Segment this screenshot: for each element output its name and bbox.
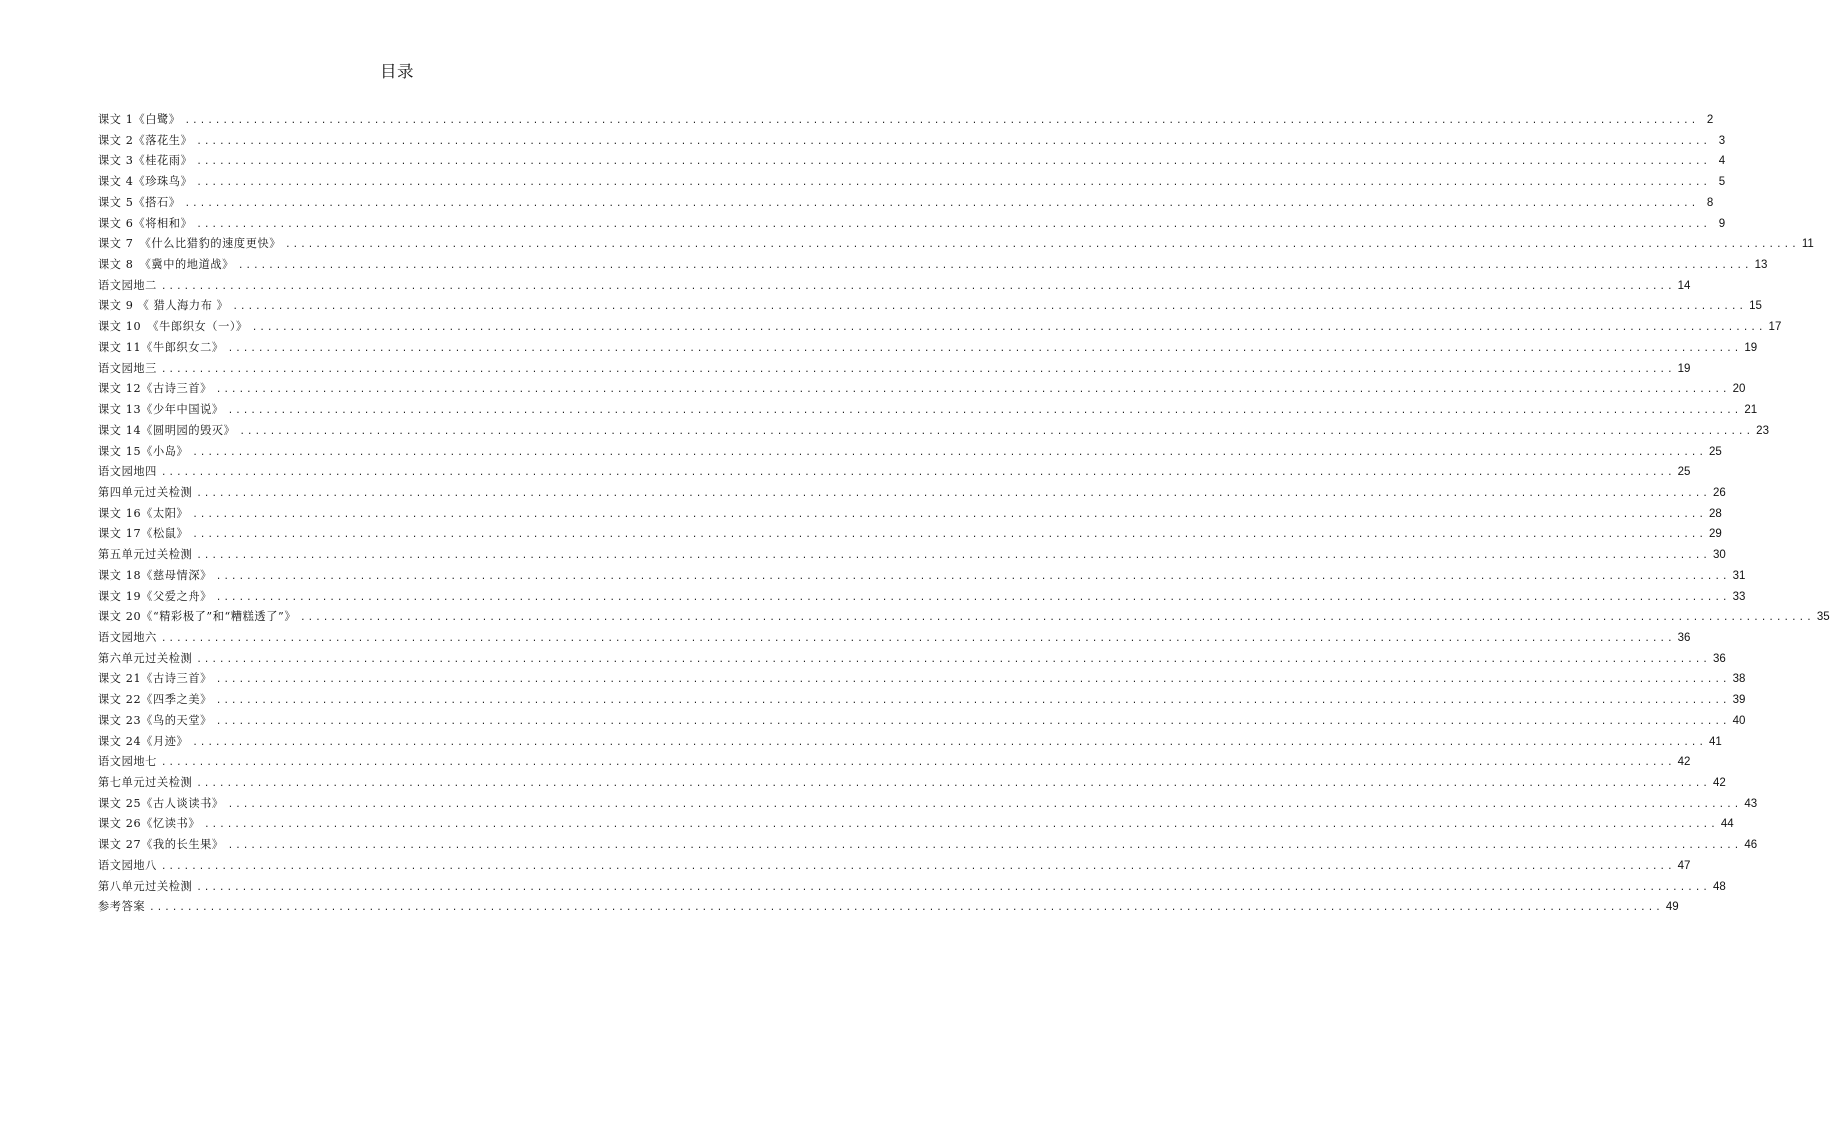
dot-leader: ........................................................................................................................................................................................................ xyxy=(215,385,1730,396)
toc-entry-page-number: 21 xyxy=(1744,404,1758,417)
dot-leader: ........................................................................................................................................................................................................ xyxy=(160,633,1675,644)
toc-entry[interactable] xyxy=(98,607,1830,628)
toc-entry-label: 课文 18《慈母情深》 xyxy=(98,568,212,582)
toc-entry-page-number: 36 xyxy=(1677,631,1691,644)
toc-entry[interactable] xyxy=(98,587,1746,608)
toc-entry-label: 参考答案 xyxy=(98,900,146,914)
toc-entry-page-number: 4 xyxy=(1718,155,1726,168)
toc-entry-page-number: 23 xyxy=(1756,424,1769,437)
dot-leader: ........................................................................................................................................................................................................ xyxy=(251,323,1766,334)
toc-entry-label: 语文园地四 xyxy=(98,465,157,479)
dot-leader: ........................................................................................................................................................................................................ xyxy=(239,426,1754,437)
dot-leader: ........................................................................................................................................................................................................ xyxy=(215,571,1730,582)
dot-leader: ........................................................................................................................................................................................................ xyxy=(160,281,1675,292)
toc-entry-page-number: 13 xyxy=(1754,259,1768,272)
toc-entry-label: 课文 15《小岛》 xyxy=(98,444,189,458)
toc-entry[interactable] xyxy=(98,856,1691,877)
dot-leader: ........................................................................................................................................................................................................ xyxy=(237,261,1752,272)
table-of-contents xyxy=(98,110,1830,918)
dot-leader: ........................................................................................................................................................................................................ xyxy=(215,696,1730,707)
toc-entry-page-number: 8 xyxy=(1706,196,1714,209)
dot-leader: ........................................................................................................................................................................................................ xyxy=(227,841,1742,852)
dot-leader: ........................................................................................................................................................................................................ xyxy=(160,468,1675,479)
toc-entry-label: 语文园地八 xyxy=(98,858,157,872)
toc-entry-label: 课文 26《忆读书》 xyxy=(98,817,201,831)
toc-entry-page-number: 20 xyxy=(1732,383,1746,396)
dot-leader: ........................................................................................................................................................................................................ xyxy=(215,716,1730,727)
toc-entry-page-number: 29 xyxy=(1709,528,1722,541)
toc-entry[interactable] xyxy=(98,524,1722,545)
toc-entry-page-number: 25 xyxy=(1677,466,1691,479)
toc-entry[interactable] xyxy=(98,649,1726,670)
toc-entry[interactable] xyxy=(98,835,1758,856)
toc-entry[interactable] xyxy=(98,214,1726,235)
toc-entry-page-number: 15 xyxy=(1749,300,1762,313)
toc-entry-label: 课文 6《将相和》 xyxy=(98,216,193,230)
toc-entry[interactable] xyxy=(98,566,1746,587)
toc-entry-label: 课文 14《圆明园的毁灭》 xyxy=(98,423,236,437)
toc-entry[interactable] xyxy=(98,690,1746,711)
toc-entry-label: 课文 12《古诗三首》 xyxy=(98,382,212,396)
toc-entry[interactable] xyxy=(98,752,1691,773)
toc-entry-label: 课文 16《太阳》 xyxy=(98,506,189,520)
toc-entry-page-number: 49 xyxy=(1665,901,1679,914)
toc-entry[interactable] xyxy=(98,359,1691,380)
toc-entry[interactable] xyxy=(98,628,1691,649)
toc-entry-page-number: 44 xyxy=(1720,818,1734,831)
toc-entry-page-number: 43 xyxy=(1744,797,1758,810)
toc-entry-label: 课文 22《四季之美》 xyxy=(98,693,212,707)
toc-entry-label: 课文 24《月迹》 xyxy=(98,734,189,748)
toc-entry-label: 课文 25《古人谈读书》 xyxy=(98,796,224,810)
toc-entry-page-number: 2 xyxy=(1706,114,1714,126)
toc-entry-page-number: 31 xyxy=(1732,569,1746,582)
page-title: 目录 xyxy=(380,62,414,81)
toc-entry[interactable] xyxy=(98,151,1726,172)
dot-leader: ........................................................................................................................................................................................................ xyxy=(192,530,1707,541)
toc-entry-label: 课文 1《白鹭》 xyxy=(98,113,181,126)
toc-entry-label: 第五单元过关检测 xyxy=(98,548,193,562)
toc-entry-page-number: 30 xyxy=(1713,549,1726,562)
toc-entry-label: 语文园地二 xyxy=(98,278,157,292)
toc-entry-label: 课文 19《父爱之舟》 xyxy=(98,589,212,603)
toc-entry-page-number: 19 xyxy=(1677,362,1691,375)
toc-entry[interactable] xyxy=(98,877,1726,898)
toc-entry-label: 课文 2《落花生》 xyxy=(98,133,193,147)
toc-entry-page-number: 9 xyxy=(1718,217,1726,230)
toc-entry[interactable] xyxy=(98,255,1768,276)
toc-entry[interactable] xyxy=(98,442,1722,463)
toc-entry[interactable] xyxy=(98,193,1714,214)
toc-entry-page-number: 42 xyxy=(1713,777,1726,789)
toc-entry-label: 课文 17《松鼠》 xyxy=(98,527,189,541)
toc-entry[interactable] xyxy=(98,711,1746,732)
toc-entry[interactable] xyxy=(98,483,1726,504)
dot-leader: ........................................................................................................................................................................................................ xyxy=(215,592,1730,603)
toc-entry[interactable] xyxy=(98,317,1782,338)
toc-entry-page-number: 46 xyxy=(1744,839,1758,852)
toc-entry[interactable] xyxy=(98,131,1726,152)
dot-leader: ........................................................................................................................................................................................................ xyxy=(196,219,1711,230)
toc-entry-page-number: 40 xyxy=(1732,714,1746,727)
toc-entry[interactable] xyxy=(98,421,1769,442)
toc-entry[interactable] xyxy=(98,545,1726,566)
toc-entry[interactable] xyxy=(98,276,1691,297)
toc-entry-page-number: 38 xyxy=(1732,673,1746,686)
toc-entry-page-number: 11 xyxy=(1801,238,1814,251)
toc-entry-label: 课文 5《搭石》 xyxy=(98,195,181,209)
toc-entry-label: 第七单元过关检测 xyxy=(98,776,193,789)
dot-leader: ........................................................................................................................................................................................................ xyxy=(215,675,1730,686)
toc-entry-page-number: 3 xyxy=(1718,134,1726,147)
dot-leader: ........................................................................................................................................................................................................ xyxy=(227,799,1742,810)
dot-leader: ........................................................................................................................................................................................................ xyxy=(192,447,1707,458)
dot-leader: ........................................................................................................................................................................................................ xyxy=(285,240,1799,251)
toc-entry-page-number: 26 xyxy=(1713,486,1726,499)
toc-entry[interactable] xyxy=(98,296,1762,317)
toc-entry[interactable] xyxy=(98,773,1726,794)
toc-entry-page-number: 25 xyxy=(1709,445,1722,458)
toc-entry[interactable] xyxy=(98,814,1734,835)
toc-entry-label: 课文 27《我的长生果》 xyxy=(98,838,224,852)
dot-leader: ........................................................................................................................................................................................................ xyxy=(196,779,1711,789)
dot-leader: ........................................................................................................................................................................................................ xyxy=(196,488,1711,499)
dot-leader: ........................................................................................................................................................................................................ xyxy=(160,758,1675,769)
toc-entry-label: 课文 20《“精彩极了”和“糟糕透了”》 xyxy=(98,610,297,624)
toc-entry-label: 课文 8 《冀中的地道战》 xyxy=(98,258,234,272)
toc-entry-label: 课文 3《桂花雨》 xyxy=(98,154,193,168)
toc-entry-label: 课文 13《少年中国说》 xyxy=(98,403,224,417)
toc-entry-page-number: 33 xyxy=(1732,590,1746,603)
toc-entry-page-number: 35 xyxy=(1816,611,1830,624)
toc-entry-page-number: 47 xyxy=(1677,859,1691,872)
toc-entry-label: 语文园地三 xyxy=(98,361,157,375)
toc-entry-label: 课文 9 《 猎人海力布 》 xyxy=(98,299,229,313)
dot-leader: ........................................................................................................................................................................................................ xyxy=(227,343,1742,354)
toc-entry[interactable] xyxy=(98,338,1758,359)
dot-leader: ........................................................................................................................................................................................................ xyxy=(196,178,1711,189)
toc-entry[interactable] xyxy=(98,794,1758,815)
dot-leader: ........................................................................................................................................................................................................ xyxy=(196,882,1711,893)
dot-leader: ........................................................................................................................................................................................................ xyxy=(227,406,1742,417)
toc-entry-page-number: 36 xyxy=(1713,652,1726,665)
toc-entry-page-number: 39 xyxy=(1732,694,1746,707)
toc-entry-label: 课文 4《珍珠鸟》 xyxy=(98,175,193,189)
toc-entry-page-number: 14 xyxy=(1677,279,1691,292)
toc-entry-label: 语文园地七 xyxy=(98,755,157,769)
toc-entry[interactable] xyxy=(98,462,1691,483)
dot-leader: ........................................................................................................................................................................................................ xyxy=(184,198,1699,209)
toc-entry-label: 语文园地六 xyxy=(98,630,157,644)
dot-leader: ........................................................................................................................................................................................................ xyxy=(300,613,1814,624)
dot-leader: ........................................................................................................................................................................................................ xyxy=(196,136,1711,147)
toc-entry[interactable] xyxy=(98,669,1746,690)
toc-entry-page-number: 28 xyxy=(1709,507,1722,520)
dot-leader: ........................................................................................................................................................................................................ xyxy=(184,116,1699,126)
toc-entry[interactable] xyxy=(98,897,1679,918)
toc-entry-label: 课文 10 《牛郎织女（一）》 xyxy=(98,320,248,334)
toc-entry[interactable] xyxy=(98,234,1814,255)
toc-entry[interactable] xyxy=(98,379,1746,400)
toc-entry-label: 第八单元过关检测 xyxy=(98,879,193,893)
toc-entry[interactable] xyxy=(98,172,1726,193)
toc-entry-page-number: 5 xyxy=(1718,176,1726,189)
toc-entry-label: 课文 7 《什么比猎豹的速度更快》 xyxy=(98,237,282,251)
dot-leader: ........................................................................................................................................................................................................ xyxy=(232,302,1747,313)
toc-entry-page-number: 17 xyxy=(1768,321,1782,334)
dot-leader: ........................................................................................................................................................................................................ xyxy=(192,509,1707,520)
dot-leader: ........................................................................................................................................................................................................ xyxy=(192,737,1707,748)
dot-leader: ........................................................................................................................................................................................................ xyxy=(196,654,1711,665)
toc-entry[interactable] xyxy=(98,732,1722,753)
toc-entry-page-number: 41 xyxy=(1709,735,1722,748)
toc-entry[interactable] xyxy=(98,504,1722,525)
toc-entry-label: 课文 23《鸟的天堂》 xyxy=(98,713,212,727)
toc-entry-label: 课文 21《古诗三首》 xyxy=(98,672,212,686)
dot-leader: ........................................................................................................................................................................................................ xyxy=(160,861,1675,872)
toc-entry-page-number: 48 xyxy=(1713,880,1726,893)
toc-entry[interactable] xyxy=(98,400,1758,421)
dot-leader: ........................................................................................................................................................................................................ xyxy=(196,551,1711,562)
toc-entry-page-number: 19 xyxy=(1744,341,1758,354)
toc-entry-page-number: 42 xyxy=(1677,756,1691,769)
toc-entry-label: 第六单元过关检测 xyxy=(98,651,193,665)
dot-leader: ........................................................................................................................................................................................................ xyxy=(196,157,1711,168)
dot-leader: ........................................................................................................................................................................................................ xyxy=(160,364,1675,375)
toc-entry-label: 第四单元过关检测 xyxy=(98,485,193,499)
dot-leader: ........................................................................................................................................................................................................ xyxy=(204,820,1718,831)
toc-entry[interactable] xyxy=(98,110,1714,131)
toc-entry-label: 课文 11《牛郎织女二》 xyxy=(98,340,224,354)
dot-leader: ........................................................................................................................................................................................................ xyxy=(149,903,1663,914)
